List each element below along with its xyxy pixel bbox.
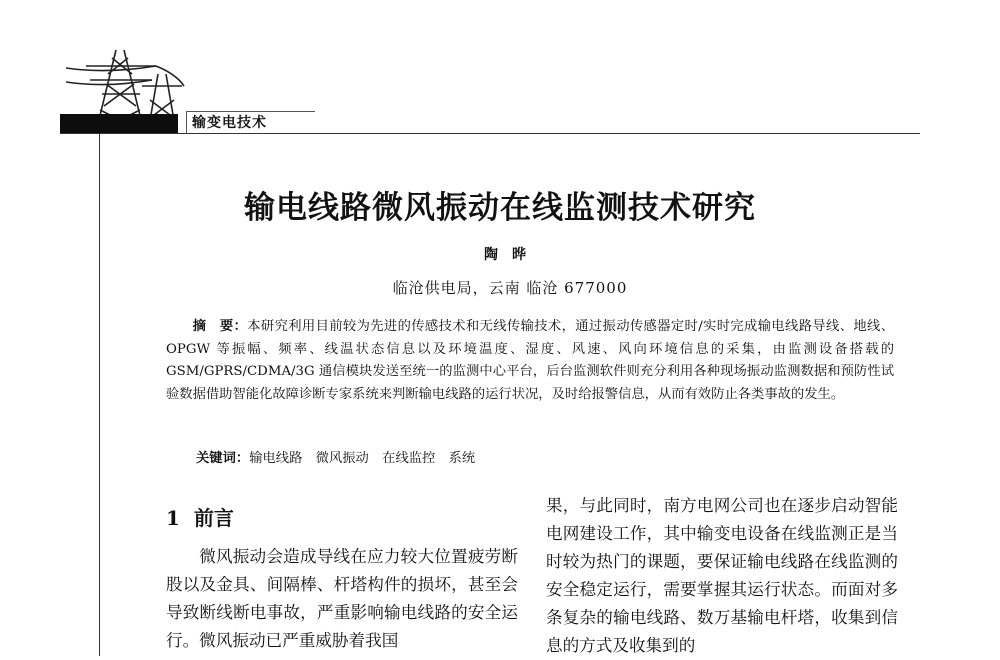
keywords-text: 输电线路 微风振动 在线监控 系统 [249, 451, 476, 466]
header-rule [60, 133, 920, 134]
abstract-text: 本研究利用目前较为先进的传感技术和无线传输技术，通过振动传感器定时/实时完成输电线路导线、地线、OPGW 等振幅、频率、线温状态信息以及环境温度、湿度、风速、风向环境信息的采集，由监测设备搭载的 GSM/GPRS/CDMA/3G 通信模块发送至统一的监测中心平台，后台监测软件则充分利用各种现场振动监测数据和预防性试验数据借助智能化故障诊断专家系统来判断输电线路的运行状况，及时给报警信息，从而有效防止各类事故的发生。 [166, 319, 895, 402]
abstract-label: 摘 要： [192, 319, 248, 334]
keywords [196, 448, 896, 470]
abstract [166, 316, 894, 406]
section-title: 前言 [193, 506, 234, 530]
section-heading [166, 502, 234, 531]
author-name: 陶晔 [484, 247, 540, 263]
section-bar [60, 114, 178, 133]
section-number: 1 [166, 506, 180, 530]
author-affiliation: 临沧供电局，云南 临沧 677000 [392, 279, 628, 297]
body-column-left: 微风振动会造成导线在应力较大位置疲劳断股以及金具、间隔棒、杆塔构件的损坏，甚至会导致断线断电事故，严重影响输电线路的安全运行。微风振动已严重威胁着我国 [166, 547, 518, 650]
keywords-label: 关键词： [196, 451, 250, 466]
section-label: 输变电技术 [192, 115, 267, 131]
article-title: 输电线路微风振动在线监测技术研究 [244, 190, 756, 226]
body-column-right: 果，与此同时，南方电网公司也在逐步启动智能电网建设工作，其中输变电设备在线监测正是当时较为热门的课题，要保证输电线路在线监测的安全稳定运行，需要掌握其运行状态。而面对多条复杂的输电线路、数万基输电杆塔，收集到信息的方式及收集到的 [546, 496, 898, 655]
